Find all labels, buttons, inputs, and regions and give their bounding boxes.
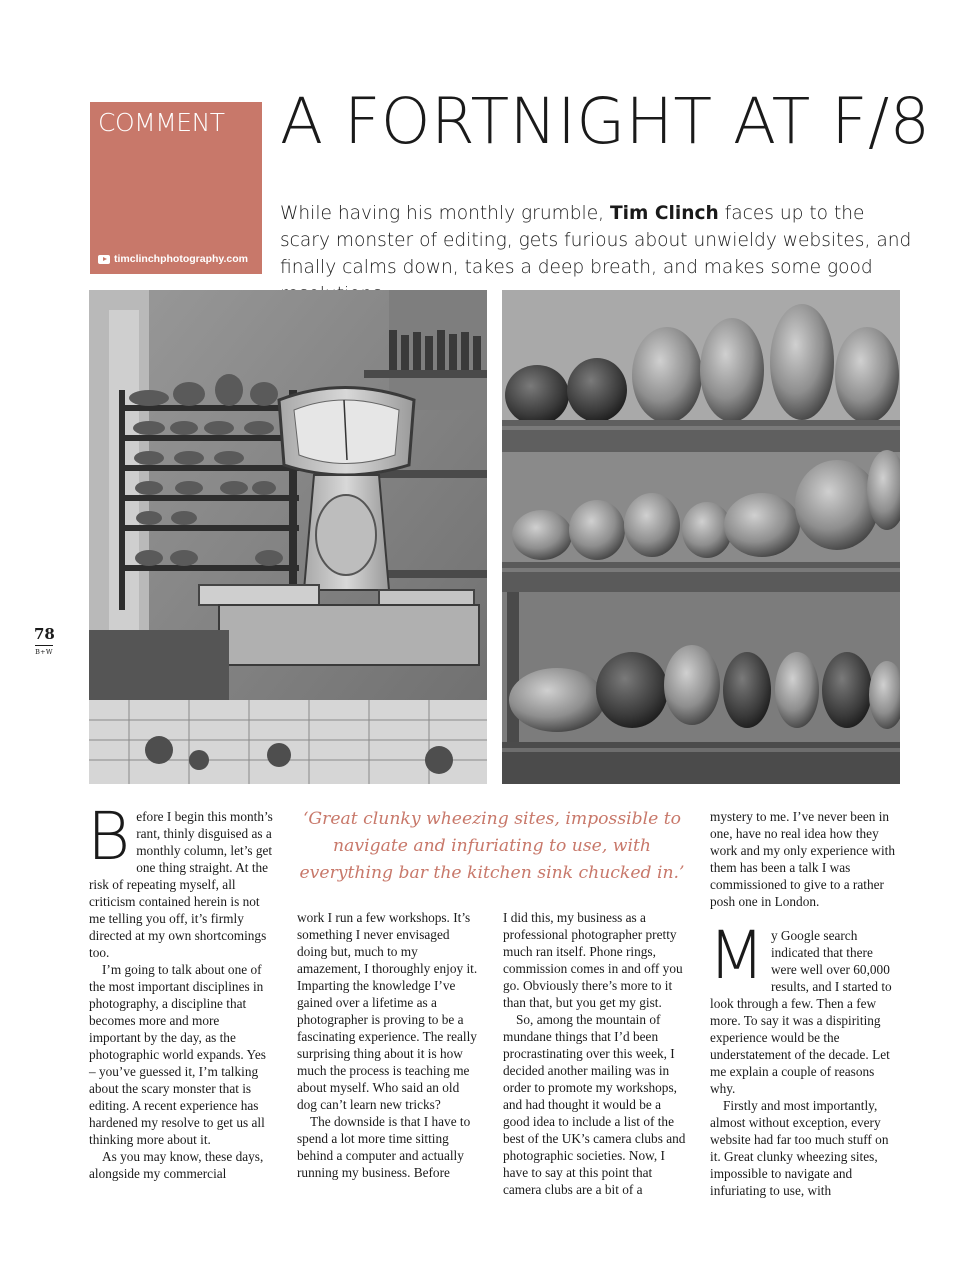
folio-divider [35, 645, 53, 646]
drop-cap: B [87, 798, 131, 875]
photo-scale-counter-image [89, 290, 487, 784]
paragraph: I’m going to talk about one of the most important disciplines in photography, a discipline that becomes more and more important by the day, as the photographic world expands. Yes – you’ve guessed it, I’m talking about the scary monster that is editing. A recent experience has hardened my resolve to get us all thinking more about it. [89, 962, 266, 1147]
paragraph: The downside is that I have to spend a lot more time sitting behind a computer and actually running my business. Before [297, 1114, 471, 1180]
photo-bread-shelves-image [502, 290, 900, 784]
article-title: A FORTNIGHT AT F/8 [280, 85, 931, 158]
body-column-2 [297, 909, 481, 1181]
paragraph [87, 798, 273, 961]
body-column-3 [503, 909, 687, 1198]
pull-quote: ‘Great clunky wheezing sites, impossible to navigate and infuriating to use, with everything bar the kitchen sink chucked in.’ [299, 809, 685, 883]
photo-bread-shelves [502, 290, 900, 784]
author-name: Tim Clinch [609, 203, 719, 224]
paragraph: As you may know, these days, alongside my commercial [89, 1149, 264, 1181]
paragraph: So, among the mountain of mundane things that I’d been procrastinating over this week, I decided another mailing was in order to promote my workshops, and had thought it would be a good idea to include a list of the best of the UK’s camera clubs and photographic societies. Now, I have to say at this point that camera clubs are a bit of a [503, 1012, 686, 1197]
paragraph: mystery to me. I’ve never been in one, have no real idea how they work and my only experience with them has been a talk I was commissioned to give to a rather posh one in London. [710, 809, 895, 909]
paragraph: Firstly and most importantly, almost without exception, every website had far too much stuff on it. Great clunky wheezing sites, impossible to navigate and infuriating to use, with [710, 1098, 889, 1198]
folio [34, 625, 54, 656]
paragraph: work I run a few workshops. It’s something I never envisaged doing but, much to my amazement, I thoroughly enjoy it. Imparting the knowledge I’ve gained over a lifetime as a photographer is proving to be a fascinating experience. The really surprising thing about it is how much the process is teaching me about myself. Who said an old dog can’t learn new tricks? [297, 910, 478, 1112]
page-number: 78 [34, 625, 55, 643]
play-icon [98, 255, 110, 264]
paragraph-text: efore I begin this month’s rant, thinly disguised as a monthly column, let’s get one thing straight. At the risk of repeating myself, all criticism contained herein is not me telling you off, it’s firmly directed at my own shortcomings too. [89, 809, 273, 960]
photo-scale-counter [89, 290, 487, 784]
drop-cap: M [708, 917, 765, 994]
paragraph [708, 917, 900, 1097]
standfirst-text-1: While having his monthly grumble, [280, 203, 610, 224]
body-column-1 [87, 798, 273, 1182]
website-url[interactable]: timclinchphotography.com [114, 253, 248, 265]
website-credit[interactable] [98, 253, 248, 265]
body-column-4 [710, 808, 900, 1199]
section-tag-box [90, 102, 262, 274]
paragraph: I did this, my business as a professional photographer pretty much ran itself. Phone rings, commission comes in and off you go. Obviously there’s more to it than that, but you get my gist. [503, 910, 683, 1010]
standfirst-text-2: faces up to the scary monster of editing, gets furious about unwieldy websites, and finally calms down, takes a deep breath, and makes some good [280, 203, 912, 278]
paragraph-text: y Google search indicated that there were well over 60,000 results, and I started to look through a few. Then a few more. To say it was a dispiriting experience would be the understatement of the decade. Let me explain a couple of reasons why. [710, 928, 892, 1096]
publication-mark: B+W [35, 648, 53, 656]
section-tag: COMMENT [98, 108, 225, 137]
